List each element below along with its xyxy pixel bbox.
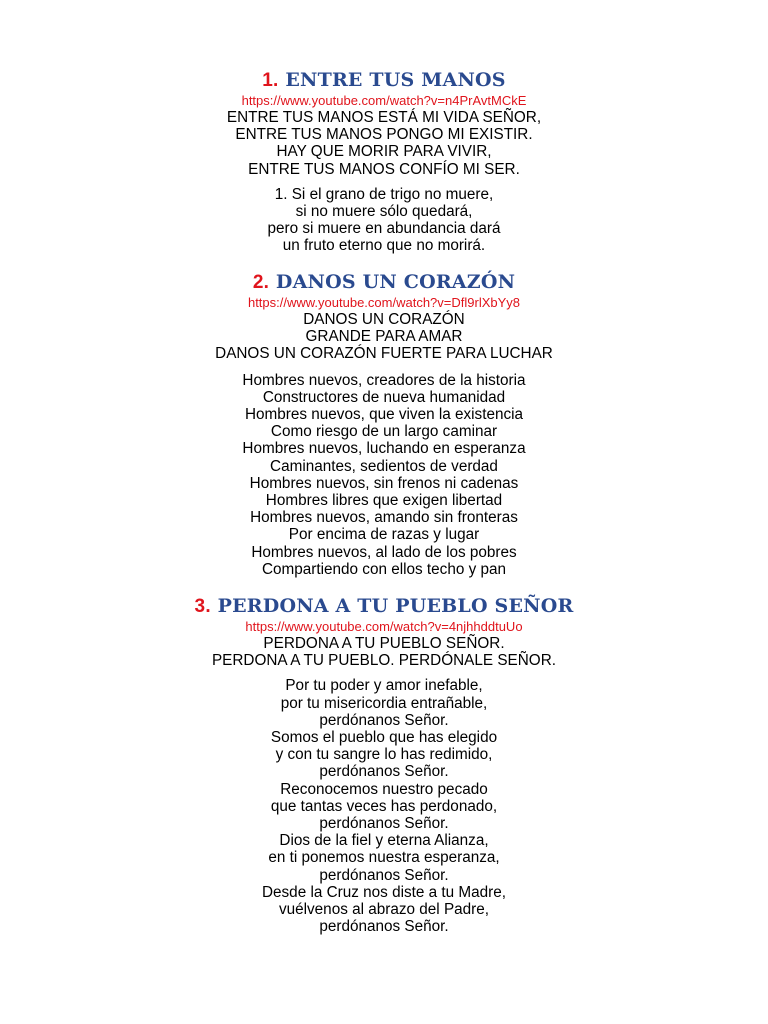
verse-line: Hombres nuevos, creadores de la historia (242, 371, 526, 389)
song-number: 1. (262, 70, 279, 91)
song-title-text: DANOS UN CORAZÓN (275, 271, 516, 293)
verse-line: vuélvenos al abrazo del Padre, (278, 901, 490, 919)
youtube-link[interactable]: https://www.youtube.com/watch?v=n4PrAvtMCkE (241, 93, 527, 108)
verse-line: si no muere sólo quedará, (295, 203, 473, 221)
verse-line: Dios de la fiel y eterna Alianza, (279, 832, 489, 850)
verse-line: un fruto eterno que no morirá. (282, 237, 486, 255)
verse-line: Hombres nuevos, sin frenos ni cadenas (249, 474, 519, 492)
verse-line: Hombres nuevos, amando sin fronteras (250, 509, 518, 527)
verse-line: perdónanos Señor. (319, 815, 449, 833)
verse-line: en ti ponemos nuestra esperanza, (268, 849, 500, 867)
verse-line: Caminantes, sedientos de verdad (270, 457, 498, 475)
chorus-line: ENTRE TUS MANOS PONGO MI EXISTIR. (235, 126, 533, 144)
chorus-line: GRANDE PARA AMAR (305, 328, 463, 346)
song-number: 2. (252, 272, 270, 293)
chorus-line: DANOS UN CORAZÓN (303, 311, 465, 328)
chorus (0, 635, 768, 669)
verse-line: Desde la Cruz nos diste a tu Madre, (261, 883, 507, 901)
verse-line: perdónanos Señor. (319, 866, 449, 884)
song-title (0, 594, 768, 619)
verse-line: Compartiendo con ellos techo y pan (261, 560, 507, 578)
verse-line: pero si muere en abundancia dará (267, 220, 501, 238)
song-title (0, 270, 768, 295)
verse-line: Hombres libres que exigen libertad (265, 492, 503, 510)
verse-line: Constructores de nueva humanidad (262, 388, 506, 406)
chorus-line: DANOS UN CORAZÓN FUERTE PARA LUCHAR (215, 345, 553, 363)
verses (0, 677, 768, 935)
verse-line: Hombres nuevos, luchando en esperanza (242, 440, 526, 458)
verses (0, 186, 768, 255)
verse-line: Por tu poder y amor inefable, (285, 677, 483, 695)
chorus (0, 311, 768, 363)
verse-line: Reconocemos nuestro pecado (280, 780, 488, 798)
chorus-line: HAY QUE MORIR PARA VIVIR, (276, 143, 492, 161)
song-title (0, 68, 768, 93)
song-title-text: PERDONA A TU PUEBLO SEÑOR (217, 595, 574, 617)
song-1 (0, 68, 768, 255)
verse-line: Somos el pueblo que has elegido (270, 729, 498, 747)
chorus (0, 109, 768, 178)
verse-line: Hombres nuevos, que viven la existencia (244, 406, 524, 424)
chorus-line: PERDONA A TU PUEBLO SEÑOR. (263, 635, 505, 652)
chorus-line: PERDONA A TU PUEBLO. PERDÓNALE SEÑOR. (211, 652, 556, 670)
verse-line: Por encima de razas y lugar (288, 526, 480, 544)
song-2 (0, 270, 768, 578)
verses (0, 372, 768, 578)
verse-line: 1. Si el grano de trigo no muere, (274, 185, 494, 203)
song-number: 3. (194, 596, 211, 617)
verse-line: perdónanos Señor. (319, 711, 449, 729)
verse-line: y con tu sangre lo has redimido, (275, 746, 493, 764)
verse-line: por tu misericordia entrañable, (280, 694, 488, 712)
chorus-line: ENTRE TUS MANOS ESTÁ MI VIDA SEÑOR, (226, 109, 542, 126)
youtube-link[interactable]: https://www.youtube.com/watch?v=Dfl9rlXbYy8 (247, 295, 521, 310)
verse-line: que tantas veces has perdonado, (270, 797, 498, 815)
verse-line: perdónanos Señor. (319, 918, 449, 936)
verse-line: Como riesgo de un largo caminar (270, 423, 498, 441)
verse-line: Hombres nuevos, al lado de los pobres (251, 543, 517, 561)
verse-line: perdónanos Señor. (319, 763, 449, 781)
song-3 (0, 594, 768, 935)
song-title-text: ENTRE TUS MANOS (285, 69, 506, 91)
chorus-line: ENTRE TUS MANOS CONFÍO MI SER. (248, 160, 520, 178)
youtube-link[interactable]: https://www.youtube.com/watch?v=4njhhddtuUo (245, 619, 523, 634)
